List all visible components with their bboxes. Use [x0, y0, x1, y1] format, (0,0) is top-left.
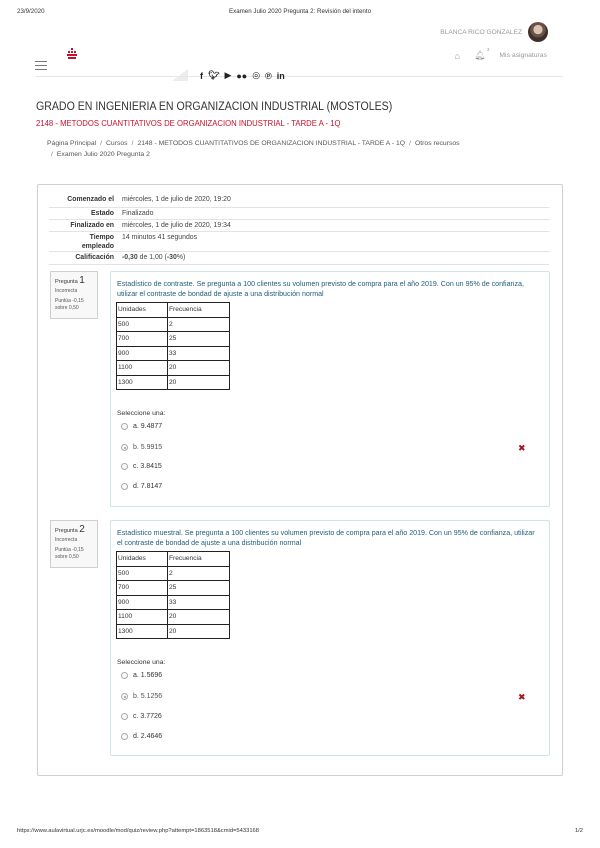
- incorrect-icon: ✖: [518, 692, 526, 702]
- question-number: 2: [79, 524, 85, 535]
- option-2a[interactable]: a. 1.5696: [121, 672, 162, 679]
- table-header-row: Unidades Frecuencia: [117, 303, 230, 318]
- twitter-icon[interactable]: 🐦︎: [208, 70, 220, 80]
- radio-button[interactable]: [121, 713, 128, 720]
- question-state: Incorrecta: [55, 288, 78, 294]
- table-row: 700 25: [117, 581, 230, 596]
- print-url: https://www.aulavirtual.urjc.es/moodle/mod/quiz/review.php?attempt=1863518&cmid=5433168: [17, 828, 260, 834]
- flickr-icon[interactable]: ●●: [236, 70, 248, 81]
- attempt-summary-table: [49, 194, 549, 265]
- table-row: 700 25: [117, 332, 230, 347]
- summary-row-grade: Calificación -0,30 de 1,00 (-30%): [49, 252, 549, 265]
- question-state: Incorrecta: [55, 537, 78, 543]
- option-2d[interactable]: d. 2.4646: [121, 733, 162, 740]
- answer-prompt-1: Seleccione una:: [117, 410, 166, 417]
- print-date: 23/9/2020: [17, 8, 45, 15]
- radio-button[interactable]: [121, 423, 128, 430]
- option-1d[interactable]: d. 7.8147: [121, 483, 162, 490]
- radio-button[interactable]: [121, 444, 128, 451]
- print-header: [17, 8, 583, 18]
- option-1a[interactable]: a. 9.4877: [121, 423, 162, 430]
- breadcrumb-other-resources[interactable]: Otros recursos: [414, 140, 460, 147]
- print-footer: [17, 828, 583, 834]
- instagram-icon[interactable]: ◎: [252, 70, 261, 80]
- option-1b[interactable]: b. 5.9915: [121, 444, 162, 451]
- avatar[interactable]: [528, 22, 548, 42]
- page-title: GRADO EN INGENIERIA EN ORGANIZACION INDUSTRIAL (MOSTOLES): [36, 101, 393, 113]
- nav-right: [454, 47, 547, 61]
- table-row: 1100 20: [117, 610, 230, 625]
- print-page-number: 1/2: [574, 828, 583, 834]
- table-row: 1300 20: [117, 375, 230, 390]
- question-grade: Puntúa -0,15 sobre 0,50: [55, 547, 84, 560]
- menu-toggle-button[interactable]: [35, 61, 47, 73]
- breadcrumb-courses[interactable]: Cursos: [106, 140, 128, 147]
- frequency-table-2: [116, 551, 230, 639]
- question-text-1: Estadístico de contraste. Se pregunta a 100 clientes su volumen previsto de compra para el año 2019. Con un 95% de confianza, utilizar el contraste de bondad de ajuste a una distribución normal: [117, 280, 524, 298]
- youtube-icon[interactable]: ▶: [224, 70, 232, 80]
- question-info-1: Pregunta 1 Incorrecta Puntúa -0,15 sobre 0,50: [50, 271, 98, 319]
- print-page-title: Examen Julio 2020 Pregunta 2: Revisión del intento: [228, 8, 372, 15]
- incorrect-icon: ✖: [518, 443, 526, 453]
- nav-wedge-decoration: [172, 69, 188, 81]
- summary-row-time: Tiempo empleado 14 minutos 41 segundos: [49, 232, 549, 252]
- facebook-icon[interactable]: f: [200, 70, 203, 81]
- table-row: 500 2: [117, 566, 230, 581]
- breadcrumb: Página Principal / Cursos / 2148 - METODOS CUANTITATIVOS DE ORGANIZACION INDUSTRIAL - TARDE A - 1Q / Otros recursos / Examen Julio 2020 Pregunta 2: [47, 140, 460, 158]
- navbar-divider: [36, 76, 563, 77]
- radio-button[interactable]: [121, 733, 128, 740]
- table-row: 1100 20: [117, 361, 230, 376]
- my-courses-link[interactable]: Mis asignaturas: [499, 52, 547, 59]
- option-2c[interactable]: c. 3.7726: [121, 713, 162, 720]
- user-menu[interactable]: [440, 20, 548, 44]
- user-name[interactable]: BLANCA RICO GONZALEZ: [440, 28, 522, 36]
- linkedin-icon[interactable]: in: [276, 70, 285, 81]
- table-row: 900 33: [117, 346, 230, 361]
- table-row: 1300 20: [117, 624, 230, 639]
- question-number: 1: [79, 275, 85, 286]
- radio-button[interactable]: [121, 483, 128, 490]
- summary-row-state: Estado Finalizado: [49, 208, 549, 220]
- summary-row-started: Comenzado el miércoles, 1 de julio de 2020, 19:20: [49, 194, 549, 208]
- radio-button[interactable]: [121, 672, 128, 679]
- option-1c[interactable]: c. 3.8415: [121, 463, 162, 470]
- question-grade: Puntúa -0,15 sobre 0,50: [55, 298, 84, 311]
- answer-prompt-2: Seleccione una:: [117, 659, 166, 666]
- table-header-row: Unidades Frecuencia: [117, 552, 230, 567]
- notification-count: 3: [486, 47, 490, 52]
- breadcrumb-current[interactable]: Examen Julio 2020 Pregunta 2: [56, 151, 150, 158]
- social-links: [200, 70, 290, 81]
- pinterest-icon[interactable]: ℗: [265, 70, 272, 81]
- breadcrumb-home[interactable]: Página Principal: [47, 140, 97, 147]
- radio-button[interactable]: [121, 693, 128, 700]
- course-subtitle[interactable]: 2148 - METODOS CUANTITATIVOS DE ORGANIZACION INDUSTRIAL - TARDE A - 1Q: [36, 118, 341, 128]
- frequency-table-1: [116, 302, 230, 390]
- option-2b[interactable]: b. 5.1256: [121, 693, 162, 700]
- breadcrumb-course[interactable]: 2148 - METODOS CUANTITATIVOS DE ORGANIZACION INDUSTRIAL - TARDE A - 1Q: [137, 140, 406, 147]
- question-text-2: Estadístico muestral. Se pregunta a 100 clientes su volumen previsto de compra para el año 2019. Con un 95% de confianza, utilizar el contraste de bondad de ajuste a una distribución normal: [117, 529, 535, 547]
- table-row: 900 33: [117, 595, 230, 610]
- table-row: 500 2: [117, 317, 230, 332]
- summary-row-finished: Finalizado en miércoles, 1 de julio de 2020, 19:34: [49, 220, 549, 232]
- question-info-2: Pregunta 2 Incorrecta Puntúa -0,15 sobre 0,50: [50, 520, 98, 568]
- notification-bell-icon[interactable]: 🔔︎ 3: [473, 47, 490, 60]
- home-icon[interactable]: ⌂: [454, 50, 460, 61]
- university-logo[interactable]: [66, 48, 78, 60]
- radio-button[interactable]: [121, 463, 128, 470]
